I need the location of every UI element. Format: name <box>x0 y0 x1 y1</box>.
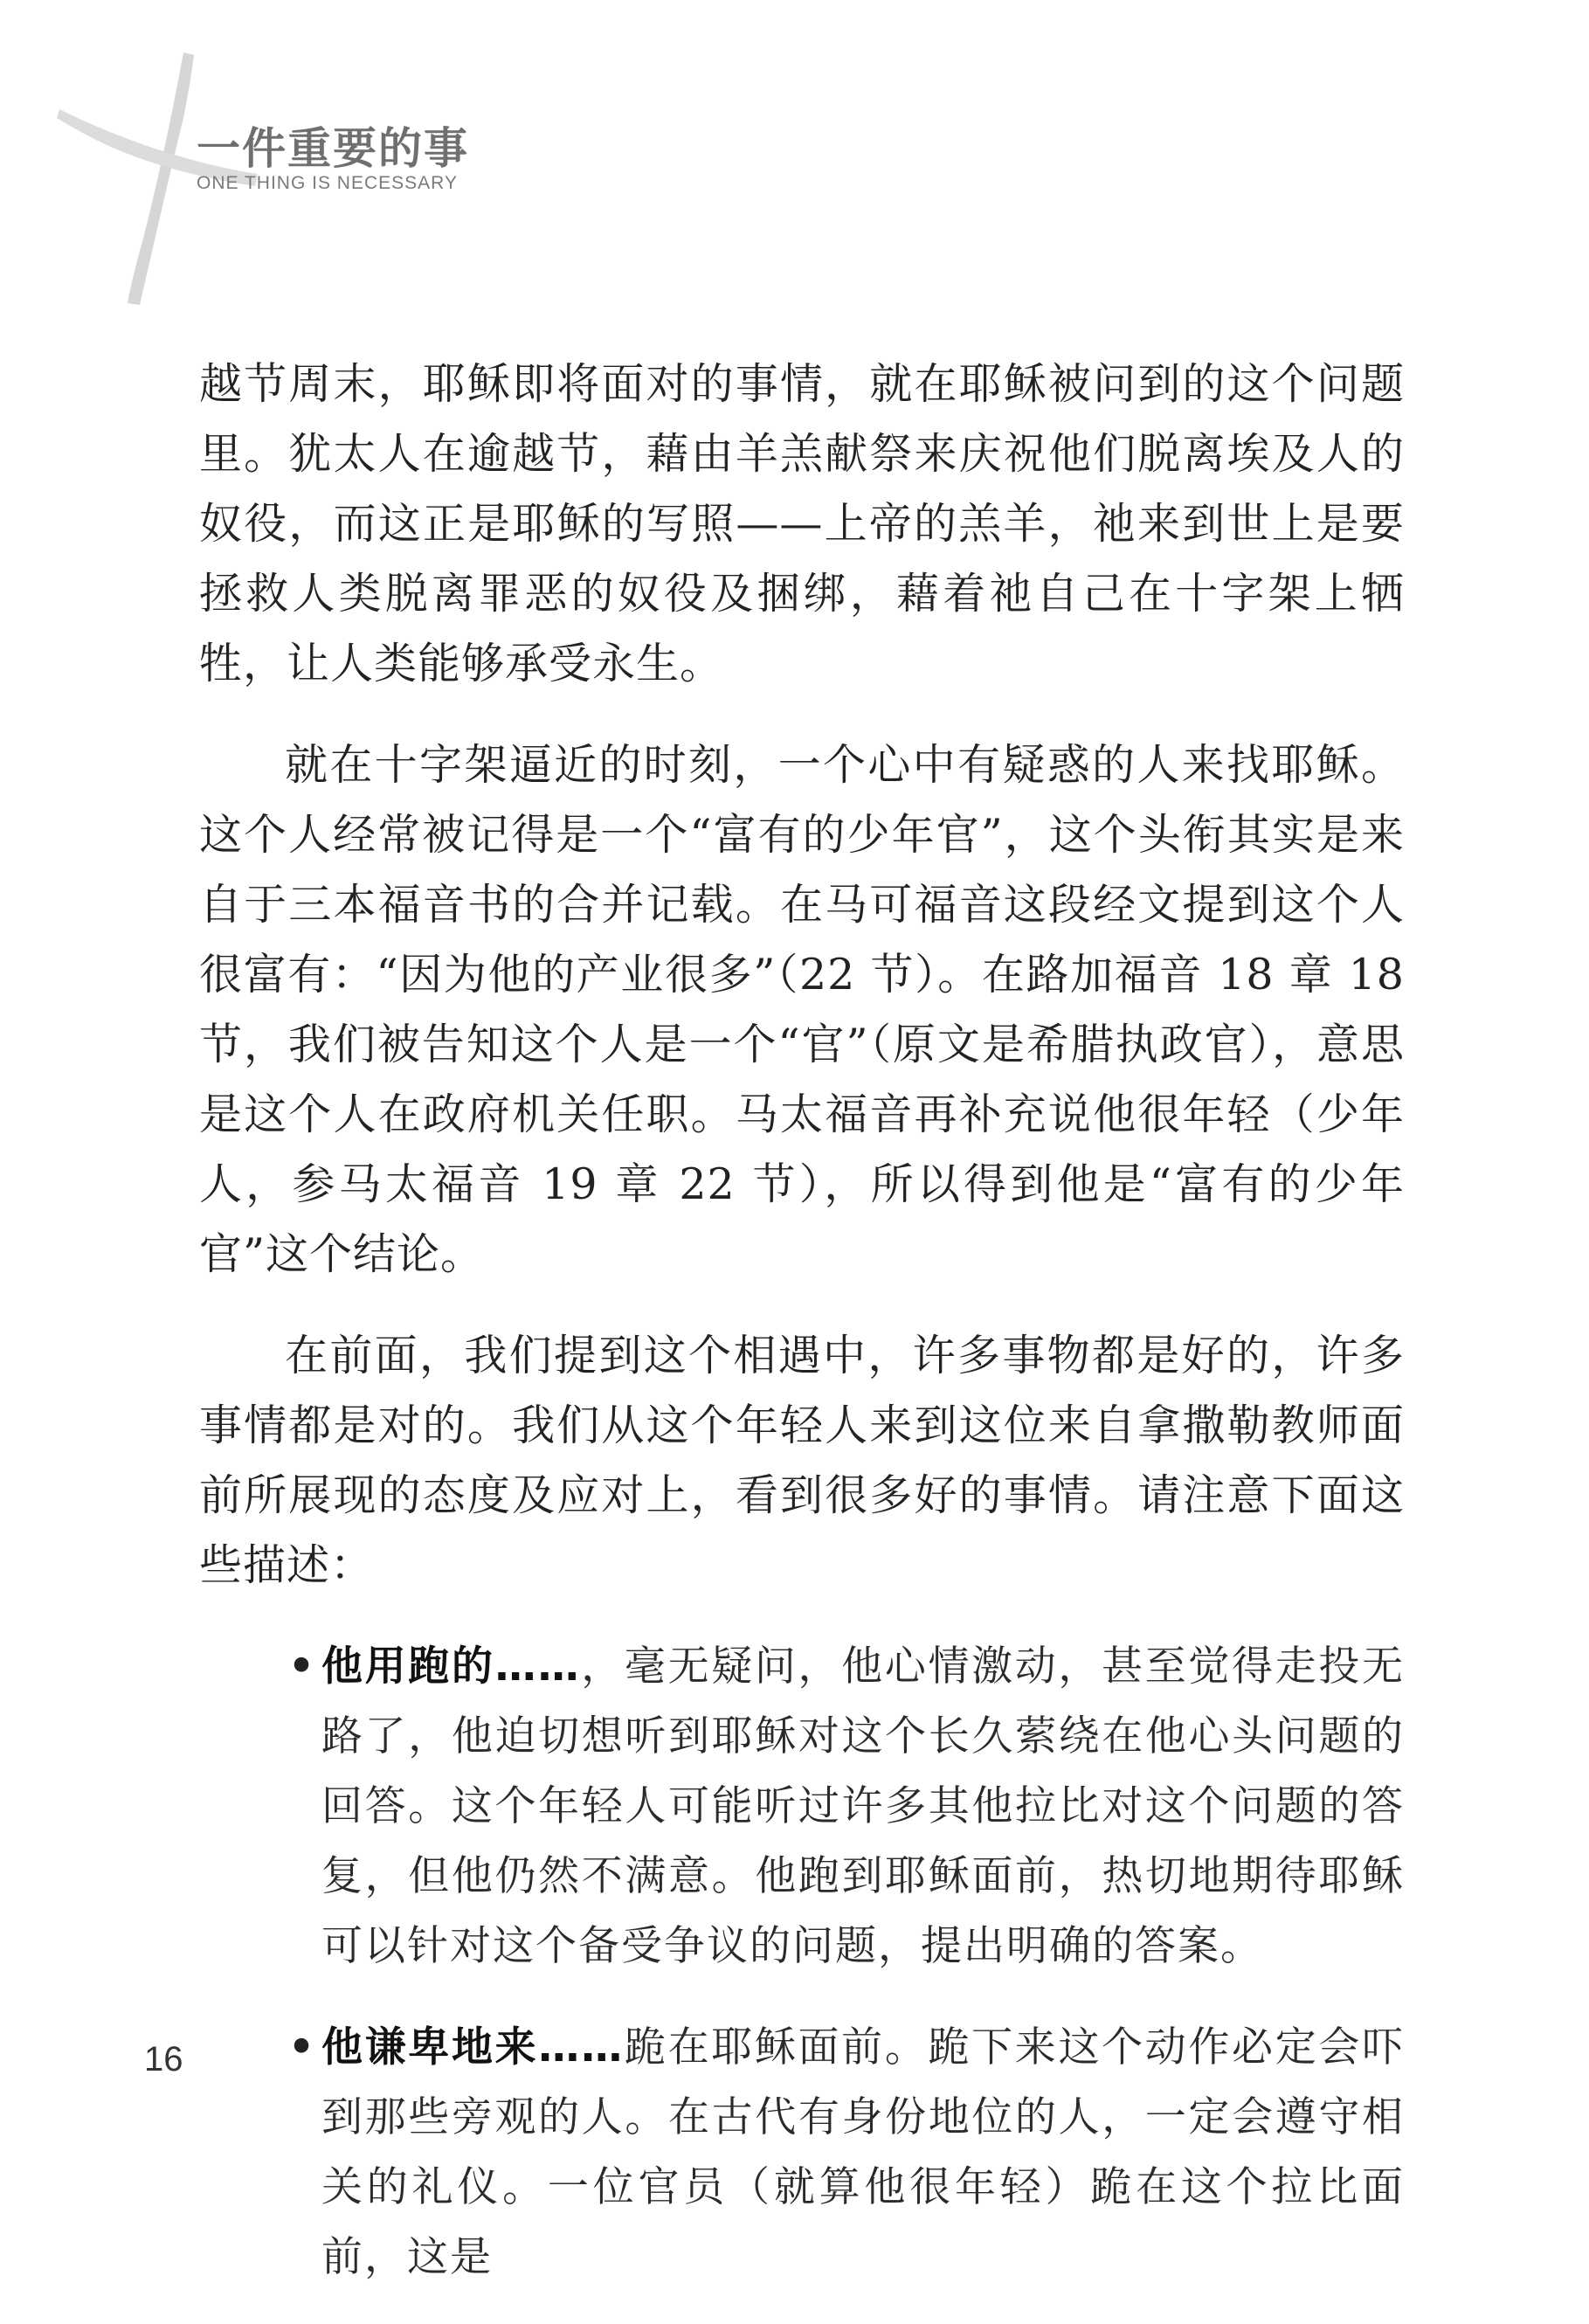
book-subtitle: ONE THING IS NECESSARY <box>197 173 458 193</box>
bullet-text: 跪在耶稣面前。跪下来这个动作必定会吓到那些旁观的人。在古代有身份地位的人，一定会遵守相关的礼仪。一位官员（就算他很年轻）跪在这个拉比面前，这是 <box>321 2023 1406 2281</box>
running-header <box>0 0 542 332</box>
bullet-lead: 他谦卑地来…… <box>321 2023 625 2072</box>
body-text <box>199 349 1405 2324</box>
page-number: 16 <box>144 2040 183 2078</box>
bullet-marker: • <box>288 1643 317 1691</box>
bullet-text: ，毫无疑问，他心情激动，甚至觉得走投无路了，他迫切想听到耶稣对这个长久萦绕在他心头问题的回答。这个年轻人可能听过许多其他拉比对这个问题的答复，但他仍然不满意。他跑到耶稣面前，热切地期待耶稣可以针对这个备受争议的问题，提出明确的答案。 <box>321 1643 1405 1970</box>
bullet-item <box>199 1632 1405 1982</box>
bullet-lead: 他用跑的…… <box>321 1643 581 1691</box>
paragraph: 越节周末，耶稣即将面对的事情，就在耶稣被问到的这个问题里。犹太人在逾越节，藉由羊羔献祭来庆祝他们脱离埃及人的奴役，而这正是耶稣的写照——上帝的羔羊，祂来到世上是要拯救人类脱离罪恶的奴役及捆绑，藉着祂自己在十字架上牺牲，让人类能够承受永生。 <box>199 359 1405 688</box>
bullet-marker: • <box>288 2023 317 2072</box>
paragraph: 在前面，我们提到这个相遇中，许多事物都是好的，许多事情都是对的。我们从这个年轻人来到这位来自拿撒勒教师面前所展现的态度及应对上，看到很多好的事情。请注意下面这些描述： <box>199 1331 1405 1590</box>
book-title: 一件重要的事 <box>197 123 469 174</box>
paragraph: 就在十字架逼近的时刻，一个心中有疑惑的人来找耶稣。这个人经常被记得是一个“富有的少年官”，这个头衔其实是来自于三本福音书的合并记载。在马可福音这段经文提到这个人很富有：“因为他的产业很多”（22 节）。在路加福音 18 章 18 节，我们被告知这个人是一个“官”（原文是希腊执政官），意思是这个人在政府机关任职。马太福音再补充说他很年轻（少年人，参马太福音 19 章 22 节），所以得到他是“富有的少年官”这个结论。 <box>199 740 1405 1279</box>
bullet-item <box>199 2013 1405 2293</box>
bullet-list <box>199 1632 1405 2293</box>
